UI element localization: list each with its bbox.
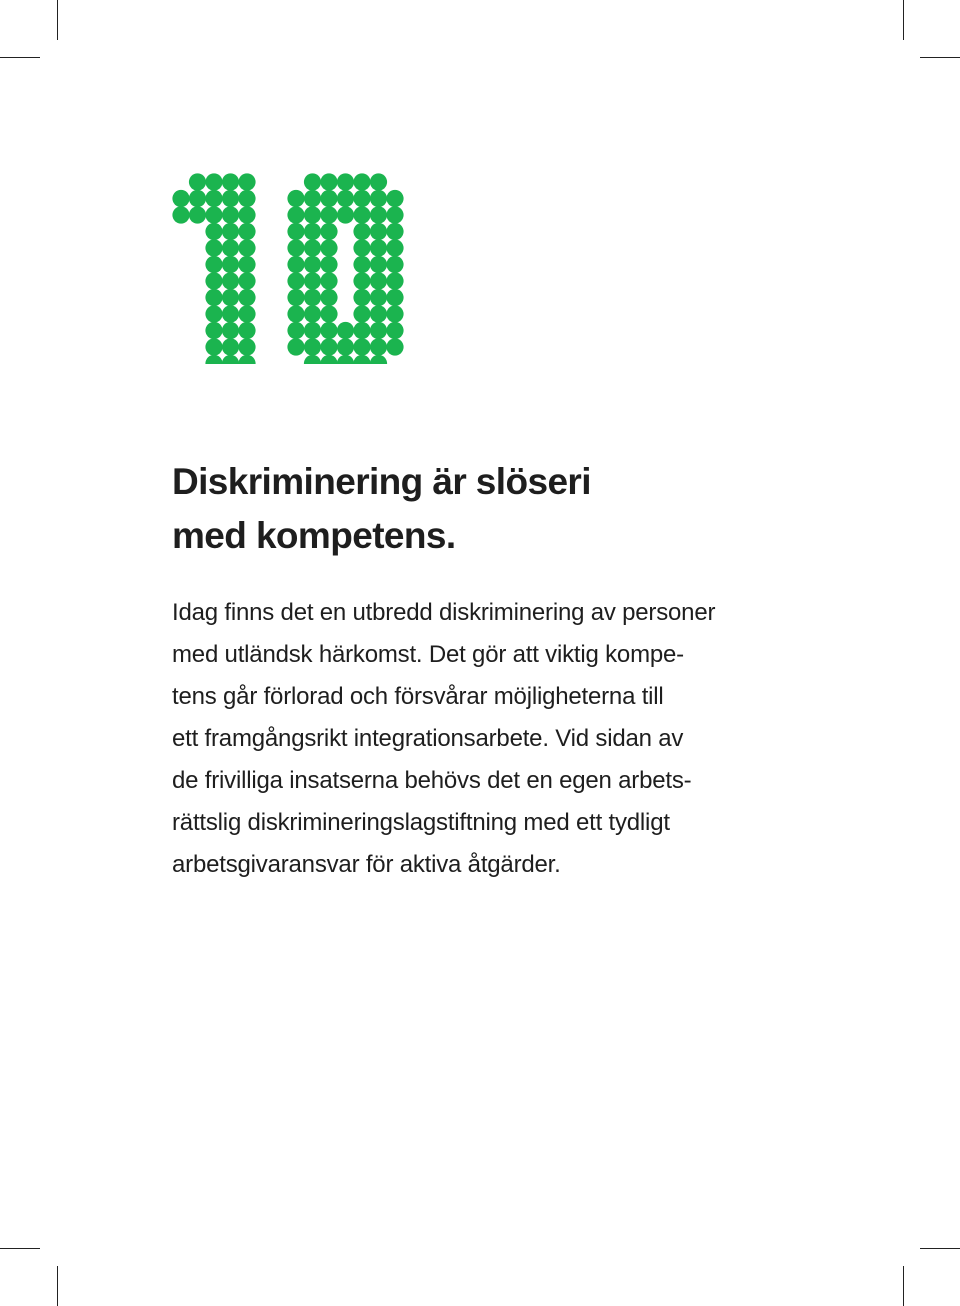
digit-one-dot xyxy=(222,206,239,223)
digit-one-dot xyxy=(222,338,239,355)
digit-one-dot xyxy=(205,272,222,289)
digit-zero-dot xyxy=(386,223,403,240)
digit-one-dot xyxy=(238,355,255,364)
digit-zero-dot xyxy=(287,322,304,339)
digit-zero-dot xyxy=(353,338,370,355)
digit-zero-dot xyxy=(370,206,387,223)
digit-one-dot xyxy=(238,322,255,339)
body-paragraph xyxy=(172,592,892,886)
digit-zero-dot xyxy=(320,256,337,273)
body-line: rättslig diskrimineringslagstiftning med ett tydligt xyxy=(172,809,670,836)
digit-one-dot xyxy=(222,256,239,273)
digit-one-dot xyxy=(205,322,222,339)
digit-zero-dot xyxy=(370,322,387,339)
digit-zero-dot xyxy=(287,190,304,207)
digit-one-dot xyxy=(238,305,255,322)
digit-zero-dot xyxy=(370,239,387,256)
digit-zero-dot xyxy=(320,173,337,190)
digit-one-dot xyxy=(205,190,222,207)
digit-zero-dot xyxy=(386,256,403,273)
digit-zero-dot xyxy=(353,223,370,240)
digit-zero-dot xyxy=(287,305,304,322)
digit-one-dot xyxy=(222,289,239,306)
digit-zero-dot xyxy=(304,223,321,240)
heading-line: Diskriminering är slöseri xyxy=(172,461,591,502)
digit-zero-dot xyxy=(304,173,321,190)
digit-zero-dot xyxy=(320,355,337,364)
digit-one-dot xyxy=(238,190,255,207)
digit-zero-dot xyxy=(304,190,321,207)
digit-zero-dot xyxy=(337,338,354,355)
digit-one-dot xyxy=(172,206,189,223)
digit-zero-dot xyxy=(386,289,403,306)
digit-zero-dot xyxy=(386,272,403,289)
digit-one-dot xyxy=(238,256,255,273)
digit-zero-dot xyxy=(386,305,403,322)
digit-zero-dot xyxy=(353,289,370,306)
digit-zero-dot xyxy=(287,338,304,355)
digit-zero-dot xyxy=(320,223,337,240)
digit-zero-dot xyxy=(337,190,354,207)
digit-one-dot xyxy=(205,256,222,273)
digit-zero-dot xyxy=(304,206,321,223)
digit-zero-dot xyxy=(287,272,304,289)
body-line: de frivilliga insatserna behövs det en egen arbets- xyxy=(172,767,692,794)
body-line: med utländsk härkomst. Det gör att viktig kompe- xyxy=(172,641,684,668)
digit-zero-dot xyxy=(337,322,354,339)
body-line: ett framgångsrikt integrationsarbete. Vid sidan av xyxy=(172,725,684,752)
digit-zero-dot xyxy=(370,305,387,322)
digit-zero-dot xyxy=(287,223,304,240)
digit-zero-dot xyxy=(337,173,354,190)
digit-zero-dot xyxy=(320,272,337,289)
digit-zero-dot xyxy=(287,256,304,273)
digit-zero-dot xyxy=(353,239,370,256)
digit-zero-dot xyxy=(304,355,321,364)
digit-zero-dot xyxy=(287,239,304,256)
digit-zero-dot xyxy=(353,256,370,273)
heading xyxy=(172,455,812,563)
digit-zero-dot xyxy=(320,206,337,223)
digit-zero-dot xyxy=(370,338,387,355)
digit-zero-dot xyxy=(304,338,321,355)
digit-one-dot xyxy=(189,190,206,207)
chapter-number-graphic xyxy=(168,168,418,364)
digit-zero-dot xyxy=(337,206,354,223)
digit-zero-dot xyxy=(386,338,403,355)
digit-one-dot xyxy=(205,355,222,364)
crop-mark-top-left-vertical xyxy=(57,0,58,40)
digit-zero-dot xyxy=(287,289,304,306)
digit-zero-dot xyxy=(353,322,370,339)
digit-one-dot xyxy=(222,272,239,289)
digit-one-dot xyxy=(222,190,239,207)
digit-zero-dot xyxy=(353,190,370,207)
digit-zero-dot xyxy=(320,289,337,306)
digit-zero-dot xyxy=(370,272,387,289)
digit-zero-dot xyxy=(353,272,370,289)
digit-zero-dot xyxy=(386,239,403,256)
digit-zero-dot xyxy=(320,305,337,322)
digit-zero-dot xyxy=(386,190,403,207)
digit-zero-dot xyxy=(370,190,387,207)
digit-zero-dot xyxy=(370,355,387,364)
digit-zero-dot xyxy=(304,305,321,322)
digit-zero-dot xyxy=(304,289,321,306)
digit-one-dot xyxy=(205,173,222,190)
digit-one-dot xyxy=(238,223,255,240)
digit-one-dot xyxy=(205,206,222,223)
heading-line: med kompetens. xyxy=(172,515,456,556)
digit-zero-dot xyxy=(386,322,403,339)
crop-mark-bottom-left-vertical xyxy=(57,1266,58,1306)
digit-one-dot xyxy=(172,190,189,207)
digit-zero-dot xyxy=(304,256,321,273)
digit-zero-dot xyxy=(304,239,321,256)
digit-zero-dot xyxy=(353,173,370,190)
crop-mark-top-right-horizontal xyxy=(920,57,960,58)
digit-zero-dot xyxy=(353,206,370,223)
digit-zero-dot xyxy=(353,305,370,322)
digit-one-dot xyxy=(205,223,222,240)
body-line: tens går förlorad och försvårar möjligheterna till xyxy=(172,683,664,710)
digit-one-dot xyxy=(189,206,206,223)
crop-mark-bottom-right-vertical xyxy=(903,1266,904,1306)
digit-zero-dot xyxy=(287,206,304,223)
body-line: arbetsgivaransvar för aktiva åtgärder. xyxy=(172,851,561,878)
digit-one-dot xyxy=(205,338,222,355)
digit-one-dot xyxy=(205,239,222,256)
digit-zero-dot xyxy=(337,355,354,364)
digit-zero-dot xyxy=(370,223,387,240)
digit-one-dot xyxy=(222,355,239,364)
digit-one-dot xyxy=(205,305,222,322)
digit-zero-dot xyxy=(320,338,337,355)
digit-one-dot xyxy=(189,173,206,190)
digit-zero-dot xyxy=(370,256,387,273)
crop-mark-top-left-horizontal xyxy=(0,57,40,58)
digit-one-dot xyxy=(238,173,255,190)
digit-one-dot xyxy=(222,305,239,322)
digit-zero-dot xyxy=(320,322,337,339)
digit-one-dot xyxy=(222,239,239,256)
digit-one-dot xyxy=(238,338,255,355)
crop-mark-bottom-right-horizontal xyxy=(920,1248,960,1249)
chapter-number-dots xyxy=(172,173,403,364)
digit-one-dot xyxy=(222,223,239,240)
digit-zero-dot xyxy=(304,322,321,339)
digit-one-dot xyxy=(222,322,239,339)
digit-zero-dot xyxy=(353,355,370,364)
digit-zero-dot xyxy=(320,190,337,207)
digit-zero-dot xyxy=(370,173,387,190)
digit-one-dot xyxy=(238,289,255,306)
digit-one-dot xyxy=(205,289,222,306)
digit-one-dot xyxy=(238,239,255,256)
digit-one-dot xyxy=(222,173,239,190)
digit-one-dot xyxy=(238,272,255,289)
digit-zero-dot xyxy=(320,239,337,256)
digit-zero-dot xyxy=(386,206,403,223)
body-line: Idag finns det en utbredd diskriminering av personer xyxy=(172,599,716,626)
digit-zero-dot xyxy=(304,272,321,289)
crop-mark-top-right-vertical xyxy=(903,0,904,40)
digit-zero-dot xyxy=(370,289,387,306)
crop-mark-bottom-left-horizontal xyxy=(0,1248,40,1249)
digit-one-dot xyxy=(238,206,255,223)
